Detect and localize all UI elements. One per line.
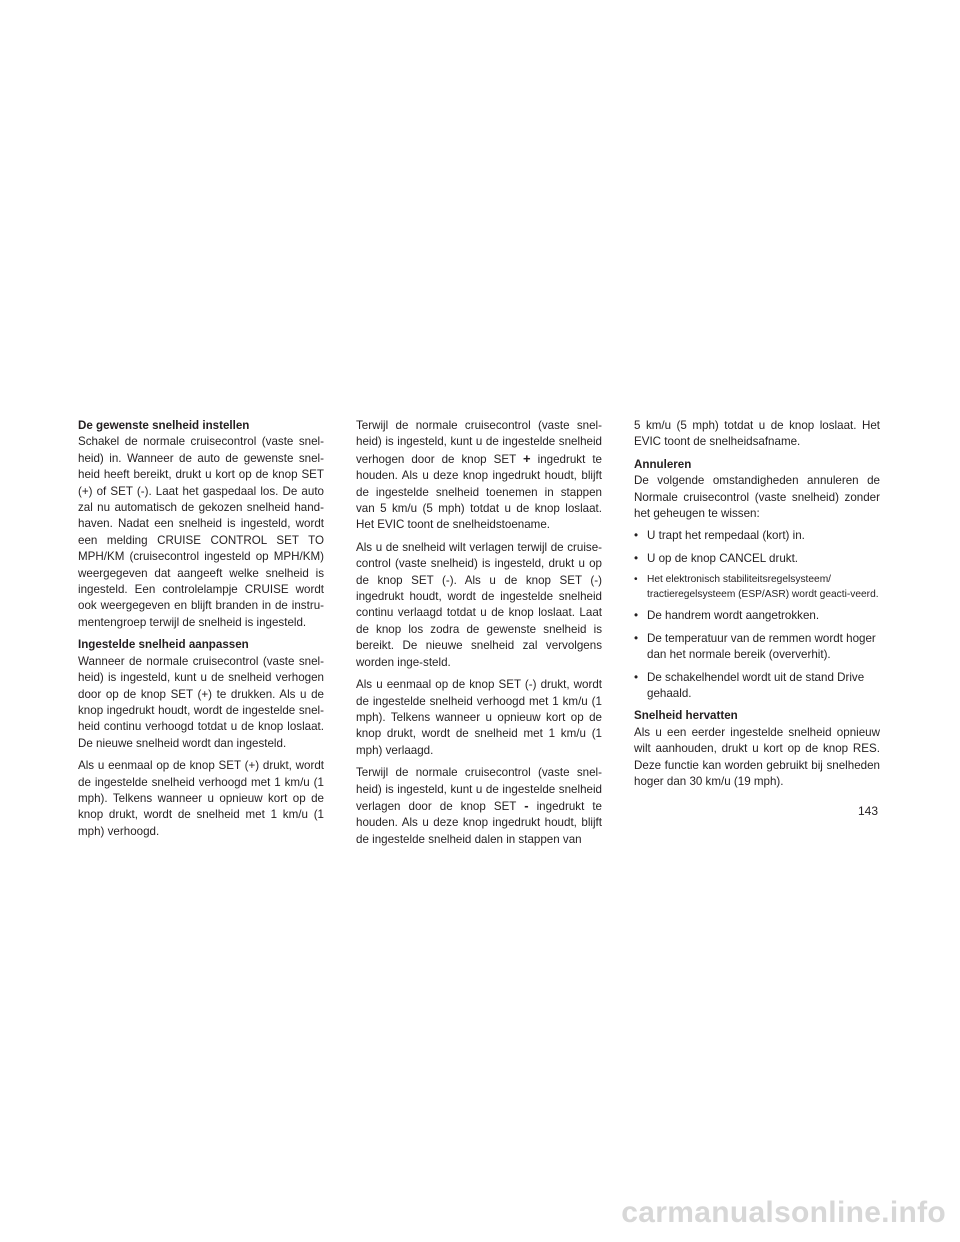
list-item-text: Het elektronisch stabiliteitsregelsysteem/ tractieregelsysteem (ESP/ASR) wordt geacti-veerd. bbox=[647, 574, 879, 600]
paragraph-text: ingedrukt te houden. Als u deze knop ingedrukt houdt, blijft de ingestelde snelheid toenemen in stappen van 5 km/u (5 mph) totdat u de knop loslaat. Het EVIC toont de snelheidstoename. bbox=[356, 452, 603, 532]
bullet-icon: • bbox=[634, 529, 639, 543]
cancel-conditions-list bbox=[634, 528, 880, 702]
paragraph: Als u de snelheid wilt verlagen terwijl de cruise-control (vaste snelheid) is ingesteld, drukt u op de knop SET (-). Als u de knop SET (-) ingedrukt houdt, wordt de ingestelde snelheid continu verlaagd totdat u de knop loslaat. Laat de knop los zodra de gewenste snelheid is bereikt. De nieuwe snelheid zal vervolgens worden inge-steld. bbox=[356, 540, 602, 669]
paragraph: De volgende omstandigheden annuleren de Normale cruisecontrol (vaste snelheid) zonder het geheugen te wissen: bbox=[634, 474, 880, 521]
list-item-text: De handrem wordt aangetrokken. bbox=[647, 609, 820, 623]
paragraph: Wanneer de normale cruisecontrol (vaste snel-heid) is ingesteld, kunt u de snelheid verhogen door op de knop SET (+) te drukken. Als u de knop ingedrukt houdt, wordt de ingestelde snel-heid continu verhoogd totdat u de knop loslaat. De nieuwe snelheid wordt dan ingesteld. bbox=[78, 654, 324, 750]
bullet-icon: • bbox=[634, 670, 639, 684]
watermark: carmanualsonline.info bbox=[621, 1196, 946, 1229]
list-item bbox=[634, 551, 880, 567]
heading-adjust-speed: Ingestelde snelheid aanpassen bbox=[78, 638, 249, 652]
list-item bbox=[634, 528, 880, 544]
paragraph: Als u eenmaal op de knop SET (-) drukt, wordt de ingestelde snelheid verhoogd met 1 km/u (1 mph). Telkens wanneer u opnieuw kort op de knop drukt, wordt de snelheid met 1 km/u (1 mph) verlaagd. bbox=[356, 678, 602, 757]
heading-cancel: Annuleren bbox=[634, 457, 692, 471]
list-item bbox=[634, 573, 880, 602]
heading-resume-speed: Snelheid hervatten bbox=[634, 709, 738, 723]
list-item-text: U op de knop CANCEL drukt. bbox=[647, 551, 799, 565]
paragraph bbox=[356, 765, 602, 848]
paragraph: Schakel de normale cruisecontrol (vaste snel-heid) in. Wanneer de auto de gewenste snel-heid heeft bereikt, drukt u kort op de knop SET (+) of SET (-). Laat het gaspedaal los. De auto zal nu automatisch de gekozen snelheid hand-haven. Nadat een snelheid is ingesteld, wordt een melding CRUISE CONTROL SET TO MPH/KM (cruisecontrol ingesteld op MPH/KM) weergegeven dat aangeeft welke snelheid is ingesteld. Een controlelampje CRUISE wordt ook weergegeven en blijft branden in de instru-mentengroep terwijl de snelheid is ingesteld. bbox=[78, 435, 324, 629]
bullet-icon: • bbox=[634, 609, 639, 623]
minus-symbol: - bbox=[524, 797, 529, 813]
list-item-text: De schakelhendel wordt uit de stand Drive gehaald. bbox=[647, 670, 865, 701]
list-item bbox=[634, 631, 880, 664]
list-item-text: U trapt het rempedaal (kort) in. bbox=[647, 529, 805, 543]
page-number: 143 bbox=[858, 804, 879, 818]
heading-set-speed: De gewenste snelheid instellen bbox=[78, 419, 250, 432]
paragraph: Als u een eerder ingestelde snelheid opnieuw wilt aanhouden, drukt u kort op de knop RES. Deze functie kan worden gebruikt bij snelheden hoger dan 30 km/u (19 mph). bbox=[634, 725, 880, 789]
list-item bbox=[634, 670, 880, 703]
list-item-text: De temperatuur van de remmen wordt hoger dan het normale bereik (oververhit). bbox=[647, 631, 876, 662]
paragraph-text: Terwijl de normale cruisecontrol (vaste snel-heid) is ingesteld, kunt u de ingestelde snelheid verlagen door de knop SET bbox=[356, 766, 602, 813]
plus-symbol: + bbox=[523, 450, 531, 466]
column-left bbox=[78, 418, 324, 846]
paragraph-text: ingedrukt te houden. Als u deze knop ingedrukt houdt, blijft de ingestelde snelheid dalen in stappen van bbox=[356, 799, 602, 846]
list-item bbox=[634, 608, 880, 624]
column-right bbox=[634, 418, 880, 797]
paragraph: 5 km/u (5 mph) totdat u de knop loslaat. Het EVIC toont de snelheidsafname. bbox=[634, 419, 880, 449]
bullet-icon: • bbox=[634, 631, 639, 645]
bullet-icon: • bbox=[634, 551, 639, 565]
paragraph: Als u eenmaal op de knop SET (+) drukt, wordt de ingestelde snelheid verhoogd met 1 km/u (1 mph). Telkens wanneer u opnieuw kort op de knop drukt, wordt de snelheid met 1 km/u (1 mph) verhoogd. bbox=[78, 759, 324, 838]
bullet-icon: • bbox=[634, 574, 638, 586]
column-middle bbox=[356, 418, 602, 854]
paragraph-text: Terwijl de normale cruisecontrol (vaste snel-heid) is ingesteld, kunt u de ingestelde snelheid verhogen door de knop SET bbox=[356, 419, 602, 466]
paragraph bbox=[356, 418, 602, 534]
